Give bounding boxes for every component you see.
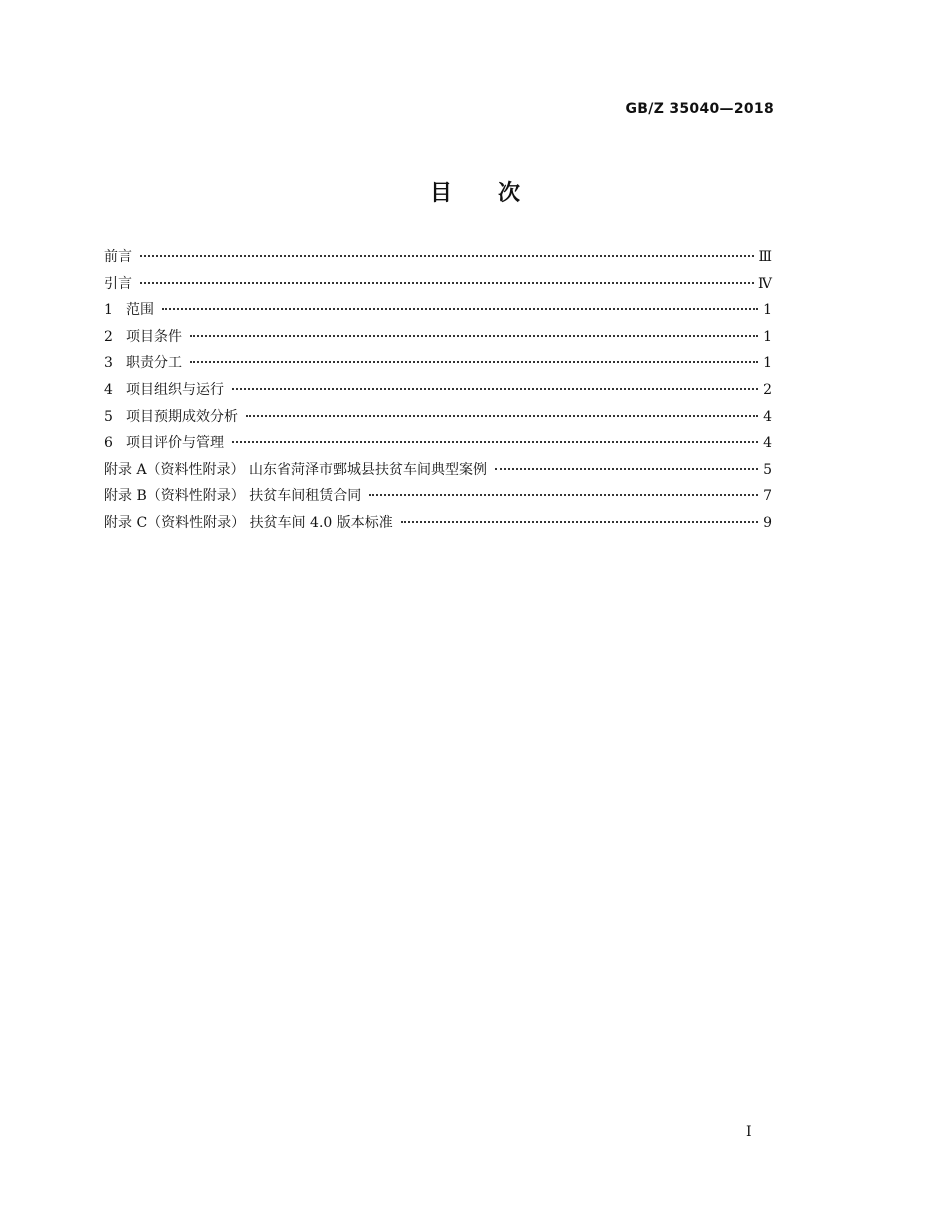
toc-entry-label: 项目评价与管理	[126, 435, 224, 452]
dot-leader	[190, 361, 758, 363]
standard-code: GB/Z 35040—2018	[625, 101, 774, 117]
dot-leader	[232, 441, 758, 443]
toc-entry-number: 5	[104, 408, 113, 425]
toc-entry-page: 1	[763, 302, 772, 319]
toc-entry-organization[interactable]	[104, 379, 772, 406]
toc-entry-responsibilities[interactable]	[104, 352, 772, 379]
toc-entry-appendix-c[interactable]	[104, 512, 772, 539]
toc-title-char-2: 次	[498, 180, 521, 206]
dot-leader	[232, 388, 758, 390]
toc-entry-label: 范围	[126, 302, 154, 319]
toc-entry-label: 职责分工	[126, 355, 182, 372]
toc-entry-preface[interactable]	[104, 246, 772, 273]
toc-entry-page: 7	[763, 488, 772, 505]
toc-entry-scope[interactable]	[104, 299, 772, 326]
toc-entry-page: Ⅳ	[758, 275, 772, 292]
toc-entry-page: 4	[763, 435, 772, 452]
toc-entry-label: 前言	[104, 249, 132, 265]
dot-leader	[190, 335, 758, 337]
dot-leader	[162, 308, 758, 310]
toc-title	[0, 176, 950, 207]
toc-entry-number: 3	[104, 355, 113, 372]
toc-entry-number: 4	[104, 381, 113, 398]
toc-entry-number: 2	[104, 328, 113, 345]
toc-entry-number: 1	[104, 302, 113, 319]
toc-entry-introduction[interactable]	[104, 273, 772, 300]
toc-entry-label: 附录 B（资料性附录） 扶贫车间租赁合同	[104, 488, 362, 505]
toc-entry-appendix-a[interactable]	[104, 459, 772, 486]
toc-entry-page: 4	[763, 408, 772, 425]
dot-leader	[140, 282, 754, 284]
toc-entry-page: 2	[763, 381, 772, 398]
page-number: Ⅰ	[746, 1124, 752, 1140]
toc-entry-appendix-b[interactable]	[104, 485, 772, 512]
toc-entry-label: 项目条件	[126, 328, 182, 345]
toc-list	[104, 246, 772, 539]
dot-leader	[401, 521, 758, 523]
toc-entry-page: 9	[763, 514, 772, 531]
toc-entry-label: 项目预期成效分析	[126, 408, 238, 425]
toc-entry-page: Ⅲ	[758, 249, 772, 265]
dot-leader	[140, 255, 754, 257]
dot-leader	[246, 415, 758, 417]
toc-entry-label: 附录 A（资料性附录） 山东省菏泽市鄄城县扶贫车间典型案例	[104, 461, 488, 478]
toc-entry-project-conditions[interactable]	[104, 326, 772, 353]
toc-entry-page: 5	[763, 461, 772, 478]
dot-leader	[369, 494, 758, 496]
toc-entry-label: 项目组织与运行	[126, 381, 224, 398]
toc-entry-number: 6	[104, 435, 113, 452]
toc-title-char-1: 目	[429, 180, 452, 206]
toc-entry-expected-results[interactable]	[104, 406, 772, 433]
toc-entry-label: 附录 C（资料性附录） 扶贫车间 4.0 版本标准	[104, 514, 393, 531]
dot-leader	[495, 468, 758, 470]
toc-entry-evaluation[interactable]	[104, 432, 772, 459]
toc-entry-page: 1	[763, 328, 772, 345]
toc-entry-page: 1	[763, 355, 772, 372]
toc-entry-label: 引言	[104, 275, 132, 292]
